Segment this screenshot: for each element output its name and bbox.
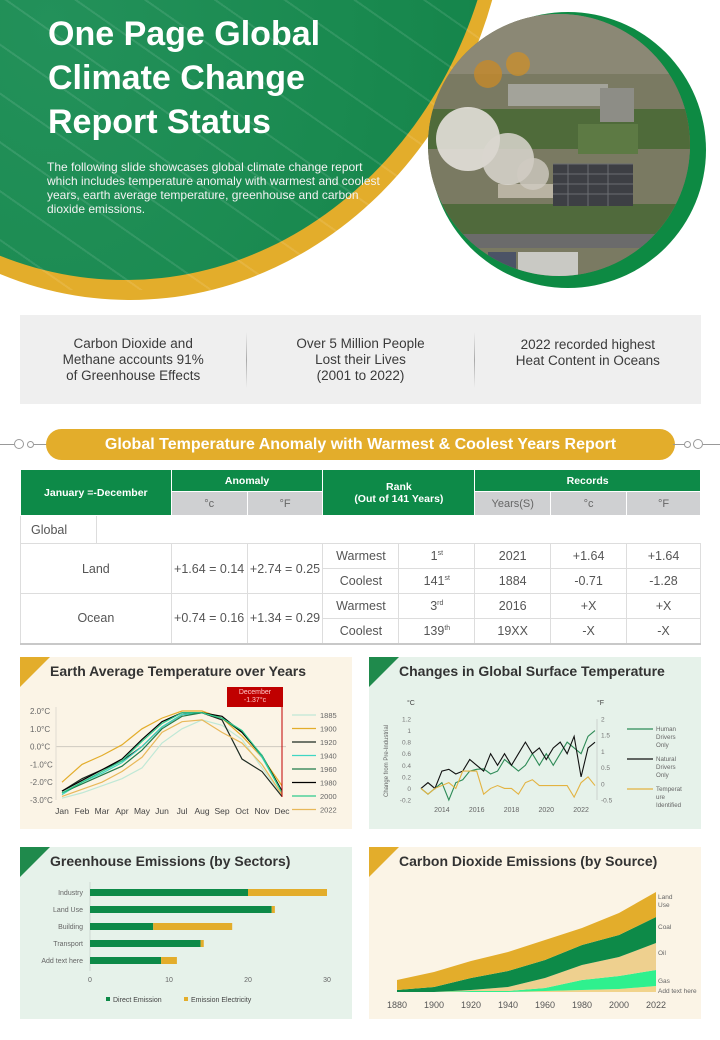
surface-temperature-panel xyxy=(369,657,701,829)
x-tick-label: Jun xyxy=(155,806,169,816)
rank-header-line-2: (Out of 141 Years) xyxy=(354,492,444,505)
bar-segment xyxy=(90,957,161,964)
records-f-header: °F xyxy=(627,492,701,516)
series-label: Land xyxy=(658,894,673,901)
category-label: Add text here xyxy=(41,958,83,965)
series-label: Use xyxy=(658,902,670,909)
record-f: -1.28 xyxy=(627,569,701,594)
x-tick-label: 1980 xyxy=(571,1000,593,1010)
record-year: 2021 xyxy=(475,544,551,569)
record-c: +X xyxy=(551,594,627,619)
table-row-ocean-warmest xyxy=(21,594,701,619)
records-years-header: Years(S) xyxy=(475,492,551,516)
record-rank xyxy=(399,594,475,619)
legend-label: 1885 xyxy=(320,711,337,720)
record-year: 2016 xyxy=(475,594,551,619)
x-tick-label: Jul xyxy=(176,806,188,816)
category-label: Transport xyxy=(53,941,83,948)
x-tick-label: Aug xyxy=(194,806,210,816)
land-anomaly-c: +1.64 = 0.14 xyxy=(171,544,247,594)
series-label: Coal xyxy=(658,924,672,931)
stat-lives-lost xyxy=(247,336,473,384)
legend-label: 1980 xyxy=(320,778,337,788)
record-rank xyxy=(399,569,475,594)
hero-banner xyxy=(0,0,720,300)
bar-segment xyxy=(153,923,232,930)
x-tick-label: 1880 xyxy=(386,1000,408,1010)
panel-corner-accent xyxy=(369,657,399,687)
y-tick-label: -1.0°C xyxy=(30,760,53,770)
legend-label: Only xyxy=(656,772,669,779)
y-tick-right: 1 xyxy=(601,748,605,756)
panel-title: Earth Average Temperature over Years xyxy=(50,663,307,679)
x-tick-label: 10 xyxy=(165,977,173,984)
category-label: Industry xyxy=(58,890,83,897)
y-tick-label: -2.0°C xyxy=(30,778,53,788)
series-label: Add text here xyxy=(658,988,697,995)
period-header: January =-December xyxy=(21,470,172,516)
y-axis-title: Change from Pre-Industrial xyxy=(384,724,390,797)
legend-label: Drivers xyxy=(656,734,676,741)
stat-line: Lost their Lives xyxy=(315,351,406,367)
record-type: Coolest xyxy=(323,619,399,644)
global-row-empty xyxy=(96,516,700,544)
y-tick-label: 2.0°C xyxy=(30,707,51,716)
stat-line: (2001 to 2022) xyxy=(316,367,405,383)
y-tick-label: 0.0°C xyxy=(30,742,51,752)
legend-label: Temperat xyxy=(656,786,682,793)
record-type: Warmest xyxy=(323,544,399,569)
rank-suffix: st xyxy=(444,574,450,582)
record-type: Warmest xyxy=(323,594,399,619)
x-tick-label: Nov xyxy=(254,806,270,816)
banner-node-right xyxy=(693,439,703,449)
bar-segment xyxy=(90,940,201,947)
table-row-land-warmest xyxy=(21,544,701,569)
record-f: -X xyxy=(627,619,701,644)
x-tick-label: 2014 xyxy=(434,807,450,814)
y-tick-right: -0.5 xyxy=(601,797,613,805)
title-line-1: One Page Global xyxy=(48,15,321,53)
stat-line: Heat Content in Oceans xyxy=(515,353,660,368)
legend-label: Drivers xyxy=(656,764,676,771)
legend-label: Human xyxy=(656,726,676,733)
y-tick-label: -3.0°C xyxy=(30,796,53,805)
y-tick-left: 1.2 xyxy=(401,716,411,724)
region-land: Land xyxy=(21,544,172,594)
bar-segment xyxy=(248,889,327,896)
stat-line: Carbon Dioxide and xyxy=(73,335,193,351)
page-description: The following slide showcases global climate change report which includes temperature anomaly with warmest and coolest years, earth average temperature, greenhouse and carbon dioxide emissions. xyxy=(47,160,380,216)
record-f: +1.64 xyxy=(627,544,701,569)
right-unit-label: °F xyxy=(597,700,605,707)
page-title xyxy=(48,12,408,144)
rank-value: 1 xyxy=(430,549,438,563)
factory-aerial-photo xyxy=(428,14,690,276)
anomaly-header: Anomaly xyxy=(171,470,323,492)
y-tick-left: 1 xyxy=(407,728,411,736)
y-tick-left: 0.6 xyxy=(401,751,411,759)
y-tick-left: -0.2 xyxy=(399,797,411,805)
legend-label: Identified xyxy=(656,802,682,809)
bar-segment xyxy=(90,923,153,930)
global-label: Global xyxy=(21,516,97,544)
series-line-2000 xyxy=(62,713,282,793)
panel-corner-accent xyxy=(369,847,399,877)
legend-label: 1960 xyxy=(320,765,337,774)
banner-node-right-small xyxy=(684,441,691,448)
rank-header-line-1: Rank xyxy=(386,480,412,493)
series-line-1940 xyxy=(62,713,282,795)
x-tick-label: Mar xyxy=(94,806,110,816)
legend-label: ure xyxy=(656,794,665,801)
x-tick-label: Oct xyxy=(235,806,249,816)
bar-segment xyxy=(272,906,275,913)
banner-node-left-small xyxy=(27,441,34,448)
co2-emissions-chart xyxy=(369,847,701,1019)
banner-connector-right xyxy=(703,444,720,445)
x-tick-label: 2016 xyxy=(468,807,485,814)
stat-greenhouse-effect xyxy=(20,336,246,384)
panel-title: Greenhouse Emissions (by Sectors) xyxy=(50,853,291,869)
record-c: -X xyxy=(551,619,627,644)
y-tick-left: 0.8 xyxy=(401,739,411,747)
rank-value: 139 xyxy=(423,623,445,638)
stat-ocean-heat xyxy=(475,315,701,369)
title-line-2: Climate Change xyxy=(48,59,305,97)
y-tick-left: 0.2 xyxy=(401,774,411,782)
series-line-1960 xyxy=(62,713,282,793)
section-banner: Global Temperature Anomaly with Warmest & Coolest Years Report xyxy=(46,429,675,460)
y-tick-right: 0 xyxy=(601,781,605,789)
left-unit-label: °C xyxy=(407,700,415,707)
x-tick-label: 2022 xyxy=(573,807,589,814)
record-c: -0.71 xyxy=(551,569,627,594)
callout-month: December xyxy=(238,689,272,696)
surface-temperature-chart xyxy=(369,657,701,829)
title-line-3: Report Status xyxy=(48,103,271,141)
x-tick-label: May xyxy=(133,806,151,816)
record-c: +1.64 xyxy=(551,544,627,569)
legend-label: 2022 xyxy=(320,805,337,815)
stat-line: Methane accounts 91% xyxy=(62,351,204,367)
rank-suffix: rd xyxy=(437,599,444,607)
x-tick-label: 1900 xyxy=(423,1000,445,1010)
bar-segment xyxy=(90,889,248,896)
x-tick-label: Dec xyxy=(274,806,290,816)
x-tick-label: Apr xyxy=(115,806,129,816)
series-line-1980 xyxy=(62,713,282,791)
legend-swatch xyxy=(106,997,110,1001)
earth-average-temperature-panel xyxy=(20,657,352,829)
record-rank xyxy=(399,544,475,569)
x-tick-label: Feb xyxy=(74,806,90,816)
temperature-anomaly-table xyxy=(20,469,701,645)
bar-segment xyxy=(90,906,272,913)
ocean-anomaly-f: +1.34 = 0.29 xyxy=(247,594,323,644)
x-tick-label: 20 xyxy=(244,977,252,984)
panel-title: Changes in Global Surface Temperature xyxy=(399,663,665,679)
records-c-header: °c xyxy=(551,492,627,516)
legend-label: Direct Emission xyxy=(113,997,162,1004)
records-header: Records xyxy=(475,470,701,492)
legend-label: Emission Electricity xyxy=(191,997,252,1004)
y-tick-label: 1.0°C xyxy=(30,724,51,734)
callout-value: -1.37°c xyxy=(243,697,267,704)
bar-segment xyxy=(161,957,177,964)
x-tick-label: 0 xyxy=(88,977,92,984)
x-tick-label: 2000 xyxy=(608,1000,630,1010)
record-rank xyxy=(399,619,475,644)
factory-aerial-illustration xyxy=(428,14,690,276)
panel-corner-accent xyxy=(20,657,50,687)
legend-label: Natural xyxy=(656,756,676,763)
record-type: Coolest xyxy=(323,569,399,594)
legend-label: 1920 xyxy=(320,738,337,747)
december-callout xyxy=(227,687,283,707)
earth-average-temperature-chart xyxy=(20,657,352,829)
greenhouse-emissions-panel xyxy=(20,847,352,1019)
y-tick-right: 2 xyxy=(601,716,605,724)
series-line-1920 xyxy=(62,713,282,797)
series-line xyxy=(421,731,595,800)
rank-suffix: st xyxy=(437,549,444,557)
land-anomaly-f: +2.74 = 0.25 xyxy=(247,544,323,594)
legend-swatch xyxy=(184,997,188,1001)
anomaly-f-header: °F xyxy=(247,492,323,516)
category-label: Building xyxy=(58,924,83,931)
rank-header xyxy=(323,470,475,516)
anomaly-c-header: °c xyxy=(171,492,247,516)
stat-line: 2022 recorded highest xyxy=(520,337,655,352)
bar-segment xyxy=(201,940,204,947)
rank-value: 3 xyxy=(430,599,438,613)
x-tick-label: 1920 xyxy=(460,1000,482,1010)
x-tick-label: 2022 xyxy=(645,1000,667,1010)
panel-title: Carbon Dioxide Emissions (by Source) xyxy=(399,853,658,869)
y-tick-right: 0.5 xyxy=(601,765,611,773)
x-tick-label: 2020 xyxy=(538,807,555,814)
x-tick-label: 1940 xyxy=(497,1000,519,1010)
record-year: 1884 xyxy=(475,569,551,594)
co2-emissions-panel xyxy=(369,847,701,1019)
x-tick-label: 2018 xyxy=(503,807,520,814)
stat-line: Over 5 Million People xyxy=(296,335,425,351)
series-line xyxy=(421,771,595,797)
legend-label: 1940 xyxy=(320,751,337,761)
y-tick-left: 0.4 xyxy=(401,762,411,770)
stat-line: of Greenhouse Effects xyxy=(66,367,201,383)
legend-label: 1900 xyxy=(320,724,337,734)
record-f: +X xyxy=(627,594,701,619)
x-tick-label: Jan xyxy=(55,806,69,816)
record-year: 19XX xyxy=(475,619,551,644)
series-label: Oil xyxy=(658,950,666,957)
legend-label: 2000 xyxy=(320,792,337,801)
x-tick-label: 1960 xyxy=(534,1000,556,1010)
y-tick-left: 0 xyxy=(407,785,411,793)
y-tick-right: 1.5 xyxy=(601,732,611,740)
x-tick-label: 30 xyxy=(323,977,331,984)
key-stats-bar xyxy=(20,315,701,404)
banner-node-left xyxy=(14,439,24,449)
category-label: Land Use xyxy=(53,907,83,914)
greenhouse-emissions-chart xyxy=(20,847,352,1019)
ocean-anomaly-c: +0.74 = 0.16 xyxy=(171,594,247,644)
rank-suffix: th xyxy=(444,624,451,632)
x-tick-label: Sep xyxy=(214,806,230,816)
banner-connector-left xyxy=(0,444,14,445)
panel-corner-accent xyxy=(20,847,50,877)
series-label: Gas xyxy=(658,978,670,985)
legend-label: Only xyxy=(656,742,669,749)
region-ocean: Ocean xyxy=(21,594,172,644)
rank-value: 141 xyxy=(423,574,445,588)
